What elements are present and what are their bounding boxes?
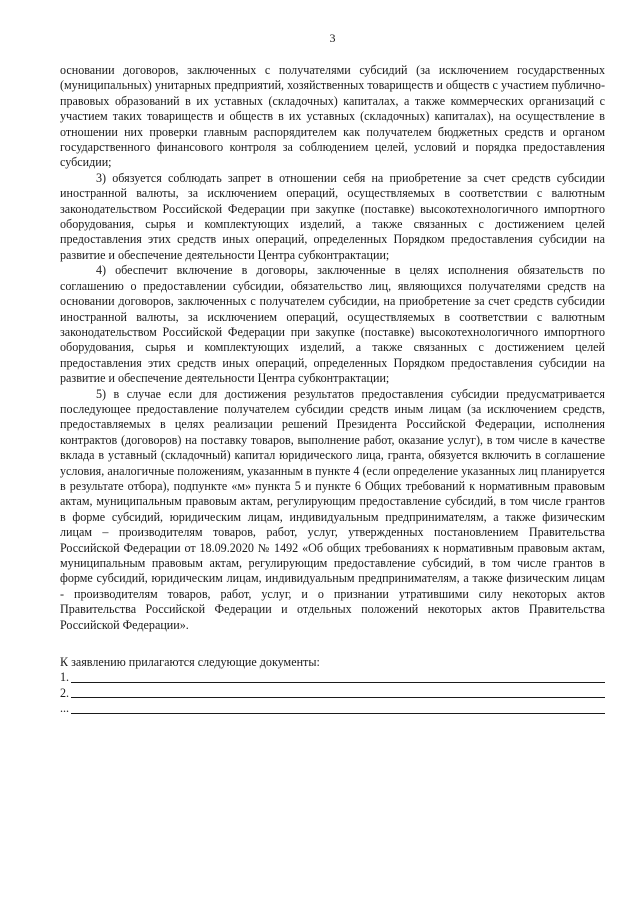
paragraph-item-5: 5) в случае если для достижения результатов предоставления субсидии предусматривается последующее предоставление получателем субсидии средств иным лицам (за исключением средств, предоставляемых в целях реализации решений Президента Российской Федерации, исполнения контрактов (договоров) на поставку товаров, выполнение работ, оказание услуг), в том числе в качестве вклада в уставный (складочный) капитал юридического лица, гранта, обязуется включить в соглашение условия, аналогичные положениям, указанным в пункте 4 (если определение указанных лиц планируется в результате отбора), подпункте «м» пункта 5 и пункте 6 Общих требований к нормативным правовым актам, муниципальным правовым актам, регулирующим предоставление субсидий, в том числе грантов в форме субсидий, юридическим лицам, индивидуальным предпринимателям, а также физическим лицам – производителям товаров, работ, услуг, утвержденных постановлением Правительства Российской Федерации от 18.09.2020 № 1492 «Об общих требованиях к нормативным правовым актам, муниципальным правовым актам, регулирующим предоставление субсидий, в том числе грантов в форме субсидий, юридическим лицам, индивидуальным предпринимателям, а также физическим лицам - производителям товаров, работ, услуг, и о признании утратившими силу некоторых актов Правительства Российской Федерации и отдельных положений некоторых актов Правительства Российской Федерации». [60, 386, 605, 632]
paragraph-item-4: 4) обеспечит включение в договоры, заключенные в целях исполнения обязательств по соглашению о предоставлении субсидии, обязательство лиц, являющихся получателями средств на основании договоров, заключенных с получателем субсидии, на приобретение за счет средств субсидии иностранной валюты, за исключением операций, осуществляемых в соответствии с валютным законодательством Российской Федерации при закупке (поставке) высокотехнологичного импортного оборудования, сырья и комплектующих изделий, а также связанных с достижением целей предоставления этих средств иных операций, определенных Порядком предоставления субсидии на развитие и обеспечение деятельности Центра субконтрактации; [60, 263, 605, 386]
attachments-intro: К заявлению прилагаются следующие документы: [60, 655, 320, 670]
attachment-fill-rule [71, 671, 605, 683]
attachment-line-3 [60, 701, 605, 716]
attachment-fill-rule [71, 702, 605, 714]
attachment-label: ... [60, 701, 70, 716]
attachment-label: 2. [60, 685, 70, 700]
attachments-section [60, 655, 605, 717]
attachment-label: 1. [60, 670, 70, 685]
attachment-line-1 [60, 670, 605, 685]
attachment-line-2 [60, 686, 605, 701]
page-number: 3 [329, 31, 336, 45]
attachment-fill-rule [71, 686, 605, 698]
paragraph-item-3: 3) обязуется соблюдать запрет в отношении себя на приобретение за счет средств субсидии иностранной валюты, за исключением операций, осуществляемых в соответствии с валютным законодательством Российской Федерации при закупке (поставке) высокотехнологичного импортного оборудования, сырья и комплектующих изделий, а также связанных с достижением целей предоставления этих средств иных операций, определенных Порядком предоставления субсидии на развитие и обеспечение деятельности Центра субконтрактации; [60, 170, 605, 262]
paragraph-continuation: основании договоров, заключенных с получателями субсидий (за исключением государственных (муниципальных) унитарных предприятий, хозяйственных товариществ и обществ с участием публично-правовых образований в их уставных (складочных) капиталах, а также коммерческих организаций с участием таких товариществ и обществ в их уставных (складочных) капиталах), на осуществление в отношении них проверки главным распорядителем как получателем бюджетных средств и органом государственного финансового контроля за соблюдением целей, условий и порядка предоставления субсидии; [60, 63, 605, 170]
